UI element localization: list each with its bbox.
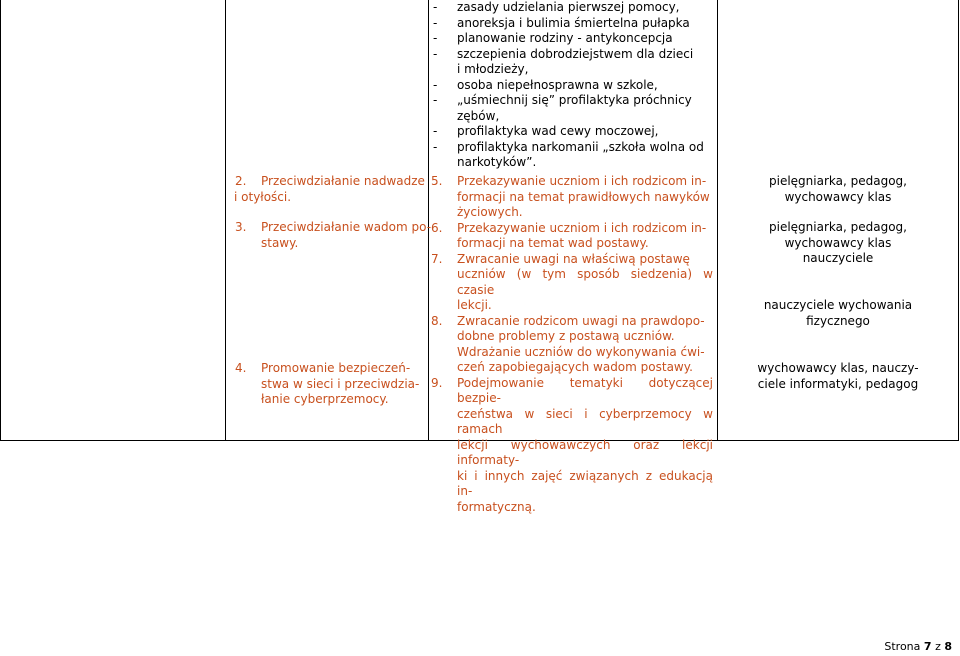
dash-item-2: - anoreksja i bulimia śmiertelna pułapka <box>433 15 690 30</box>
task-number: 5. <box>431 174 443 188</box>
dash-bullet: - <box>433 93 438 107</box>
dash-bullet: - <box>433 15 438 30</box>
task-number: 7. <box>431 251 443 266</box>
dash-bullet: - <box>433 124 438 138</box>
dash-item-8: - profilaktyka narkomanii „szkoła wolna od narkotyków”. <box>433 139 704 169</box>
task-item-6: 6. Przekazywanie uczniom i ich rodzicom in- formacji na temat wad postawy. <box>431 220 707 250</box>
dash-bullet: - <box>433 139 438 154</box>
task-item-8: 8. Zwracanie rodzicom uwagi na prawdopo- dobne problemy z postawą uczniów. Wdrażanie uczniów do wykonywania ćwi- czeń zapobiegających wadom postawy. <box>431 313 705 374</box>
page-footer <box>884 640 952 653</box>
responsible-entry-4: wychowawcy klas, nauczy- ciele informatyki, pedagog <box>757 361 919 391</box>
dash-item-3: - planowanie rodziny - antykoncepcja <box>433 31 673 45</box>
goal-text: Przeciwdziałanie nadwadze i otyłości. <box>234 174 425 204</box>
task-item-9: 9. Podejmowanie tematyki dotyczącej bezpie- czeństwa w sieci i cyberprzemocy w ramach lekcji wychowawczych oraz lekcji informaty- ki i innych zajęć związanych z edukacją in- formatyczną. <box>431 375 713 514</box>
goal-text: Przeciwdziałanie wadom po- stawy. <box>261 220 432 250</box>
goal-number: 3. <box>235 220 247 234</box>
dash-bullet: - <box>433 0 438 14</box>
footer-label: Strona <box>884 640 921 653</box>
responsible-entry-2: pielęgniarka, pedagog, wychowawcy klas nauczyciele <box>769 220 907 265</box>
dash-item-4: - szczepienia dobrodziejstwem dla dzieci i młodzieży, <box>433 46 694 76</box>
table-divider-1 <box>225 0 226 441</box>
dash-bullet: - <box>433 31 438 45</box>
dash-bullet: - <box>433 77 438 92</box>
responsible-entry-1: pielęgniarka, pedagog, wychowawcy klas <box>769 174 907 204</box>
dash-item-1: - zasady udzielania pierwszej pomocy, <box>433 0 680 14</box>
task-number: 8. <box>431 313 443 328</box>
footer-page-number: 7 <box>923 640 932 653</box>
goal-item-4 <box>234 361 449 408</box>
footer-separator: z <box>935 640 941 653</box>
numbered-list <box>430 174 713 515</box>
dash-item-7: - profilaktyka wad cewy moczowej, <box>433 124 659 138</box>
task-number: 9. <box>431 375 443 390</box>
table-border-right <box>958 0 959 441</box>
responsible-entry-3: nauczyciele wychowania fizycznego <box>763 298 913 328</box>
dash-item-6: - „uśmiechnij się” profilaktyka próchnicy zębów, <box>433 93 692 123</box>
goal-number: 2. <box>235 174 247 188</box>
goal-item-2 <box>234 174 449 205</box>
goal-number: 4. <box>235 361 247 375</box>
goal-item-3 <box>234 220 449 251</box>
table-border-left <box>0 0 1 441</box>
task-item-5: 5. Przekazywanie uczniom i ich rodzicom in- formacji na temat prawidłowych nawyków życiowych. <box>431 174 710 219</box>
task-number: 6. <box>431 220 443 235</box>
goal-text: Promowanie bezpieczeń- stwa w sieci i przeciwdzia- łanie cyberprzemocy. <box>261 361 420 406</box>
footer-total-pages: 8 <box>944 640 952 653</box>
dash-list <box>430 0 713 171</box>
dash-item-5: - osoba niepełnosprawna w szkole, <box>433 77 658 92</box>
dash-bullet: - <box>433 46 438 61</box>
task-item-7: 7. Zwracanie uwagi na właściwą postawę uczniów (w tym sposób siedzenia) w czasie lekcji. <box>431 251 713 312</box>
